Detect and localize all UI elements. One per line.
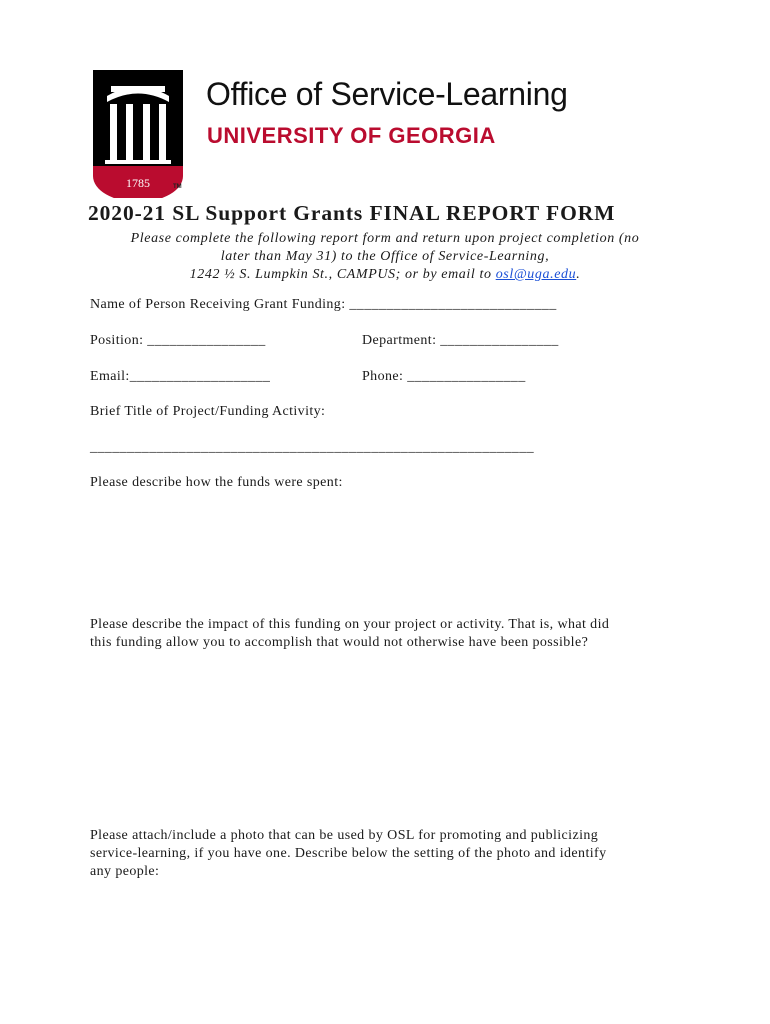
name-field[interactable]: Name of Person Receiving Grant Funding: ____________________________ [90, 297, 557, 312]
impact-question-line-1: Please describe the impact of this funding on your project or activity. That is, what did [90, 617, 610, 632]
form-title: 2020-21 SL Support Grants FINAL REPORT FORM [88, 201, 616, 225]
email-field[interactable]: Email:___________________ [90, 369, 271, 384]
instructions-line-1: Please complete the following report form and return upon project completion (no [130, 231, 640, 246]
project-title-label: Brief Title of Project/Funding Activity: [90, 404, 326, 419]
instructions-period: . [576, 267, 581, 282]
office-title: Office of Service-Learning [206, 76, 568, 112]
uga-arch-logo [93, 70, 183, 198]
photo-question-line-1: Please attach/include a photo that can be used by OSL for promoting and publicizing [90, 828, 599, 843]
photo-question-line-3: any people: [90, 864, 160, 879]
email-link[interactable]: osl@uga.edu [495, 267, 577, 282]
photo-question [90, 827, 690, 881]
impact-question [90, 616, 690, 652]
university-name: UNIVERSITY OF GEORGIA [207, 123, 496, 148]
project-title-field[interactable]: ____________________________________________________________ [90, 440, 534, 455]
instructions-address: 1242 ½ S. Lumpkin St., CAMPUS; or by email to [189, 267, 496, 282]
photo-question-line-2: service-learning, if you have one. Describe below the setting of the photo and identify [90, 846, 607, 861]
funds-spent-question: Please describe how the funds were spent: [90, 475, 343, 490]
department-field[interactable]: Department: ________________ [362, 333, 559, 348]
logo-year: 1785 [126, 176, 150, 190]
trademark-mark: TM [173, 184, 182, 190]
position-field[interactable]: Position: ________________ [90, 333, 266, 348]
instructions [80, 230, 690, 284]
instructions-line-3 [80, 266, 690, 284]
instructions-line-2: later than May 31) to the Office of Service-Learning, [220, 249, 550, 264]
phone-field[interactable]: Phone: ________________ [362, 369, 526, 384]
impact-question-line-2: this funding allow you to accomplish that would not otherwise have been possible? [90, 635, 589, 650]
